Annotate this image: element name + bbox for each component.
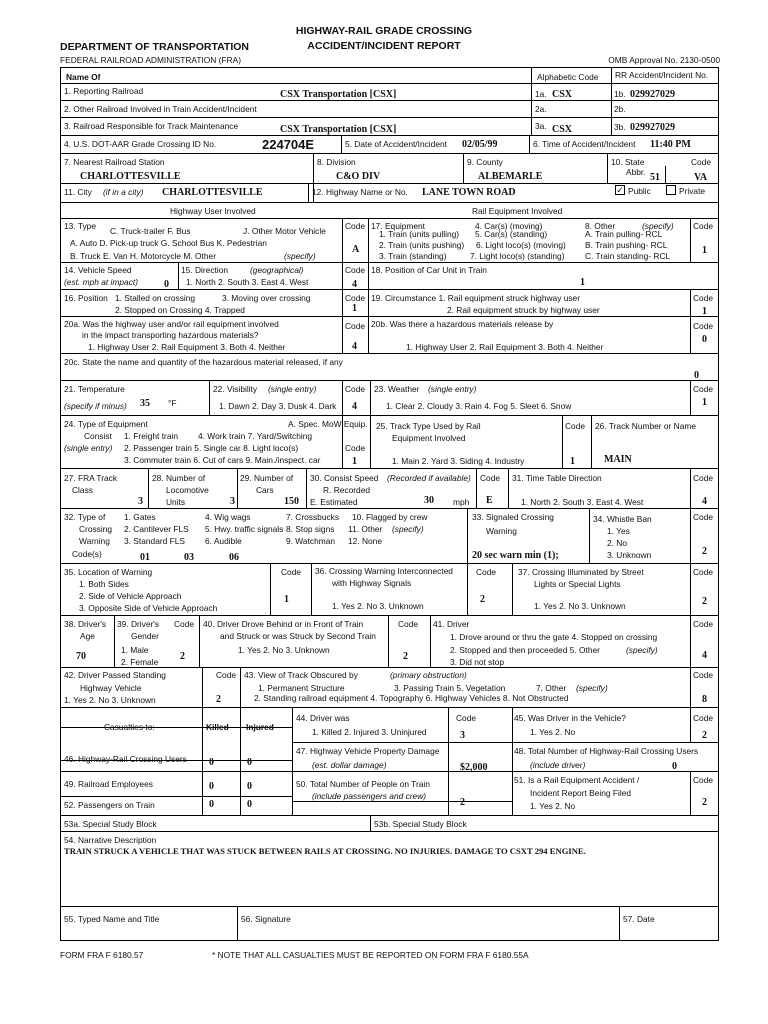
second-train-value: 2 [403,651,408,662]
killed-header: Killed [206,722,229,732]
locomotives-label-3: Units [166,497,186,507]
position-code-value: 1 [352,303,357,314]
equipment-opt-a: A. Train pulling- RCL [585,229,663,239]
interconnect-label-2: with Highway Signals [332,578,412,588]
time-label: 6. Time of Accident/Incident [533,139,636,149]
reporting-railroad-number: 029927029 [630,89,675,100]
timetable-direction-label: 31. Time Table Direction [512,473,602,483]
track-maintenance-number: 029927029 [630,122,675,133]
people-on-train-label: 50. Total Number of People on Train [296,779,430,789]
passed-vehicle-label: 42. Driver Passed Standing [64,670,166,680]
reporting-railroad-code: CSX [552,89,573,100]
public-checkbox[interactable]: ✓ [616,185,624,195]
code-label-43: Code [693,670,714,680]
code-label-24: Code [345,443,366,453]
driver-action-specify: (specify) [626,645,658,655]
temperature-value: 35 [140,398,150,409]
warning-location-label: 35. Location of Warning [64,567,153,577]
type-specify: (specify) [284,251,316,261]
property-damage-label: 47. Highway Vehicle Property Damage [296,746,440,756]
reporting-railroad-value: CSX Transportation [CSX] [280,89,397,100]
rr-employees-label: 49. Railroad Employees [64,779,153,789]
rail-equipment-heading: Rail Equipment Involved [472,206,563,216]
passed-vehicle-value: 2 [216,694,221,705]
position-opt-1: 1. Stalled on crossing [115,293,196,303]
equipment-specify: (specify) [642,221,674,231]
equipment-opt-c: C. Train standing- RCL [585,251,671,261]
equip-type-opt-2: 2. Passenger train 5. Single car 8. Light loco(s) [124,443,299,453]
single-entry-note: (single entry) [64,443,113,453]
field-3b-label: 3b. [614,122,626,132]
study-block-b-label: 53b. Special Study Block [374,819,467,829]
driver-action-opt-1: 1. Drove around or thru the gate 4. Stopped on crossing [450,632,658,642]
code-label-15: Code [345,265,366,275]
code-label-34: Code [693,512,714,522]
driver-action-value: 4 [702,650,707,661]
people-on-train-note: (include passengers and crew) [312,791,427,801]
warning-type-label: 32. Type of [64,512,106,522]
visibility-note: (single entry) [268,384,317,394]
weather-label: 23. Weather [374,384,420,394]
warning-opt-3: 3. Standard FLS [124,536,185,546]
public-label: Public [628,186,651,196]
crossing-id-value: 224704E [262,137,315,152]
visibility-options: 1. Dawn 2. Day 3. Dusk 4. Dark [219,401,337,411]
property-damage-note: (est. dollar damage) [312,760,387,770]
highway-user-heading: Highway User Involved [170,206,256,216]
cars-label: 29. Number of [240,473,294,483]
code-label-19: Code [693,293,714,303]
track-type-options: 1. Main 2. Yard 3. Siding 4. Industry [392,456,525,466]
circumstance-label: 19. Circumstance 1. Rail equipment struck highway user [371,293,581,303]
field-2b-label: 2b. [614,104,626,114]
driver-action-opt-2: 2. Stopped and then proceeded 5. Other [450,645,600,655]
driver-in-vehicle-label: 45. Was Driver in the Vehicle? [514,713,626,723]
warning-opt-2: 2. Cantilever FLS [124,524,189,534]
track-number-value: MAIN [604,454,632,465]
code-label-13: Code [345,221,366,231]
property-damage-value: $2,000 [460,762,488,773]
track-class-label-2: Class [72,485,93,495]
city-label: 11. City [64,187,92,197]
consist-speed-value: 30 [424,495,434,506]
equipment-opt-1: 1. Train (units pulling) [379,229,460,239]
equip-type-opt-4: 4. Work train 7. Yard/Switching [198,431,313,441]
injured-header: Injured [246,722,274,732]
equipment-opt-5: 5. Car(s) (standing) [475,229,548,239]
type-options-2: A. Auto D. Pick-up truck G. School Bus K. Pedestrian [70,238,267,248]
form-number: FORM FRA F 6180.57 [60,950,144,960]
illumination-label: 37. Crossing Illuminated by Street [518,567,644,577]
cars-value: 150 [284,496,299,507]
code-label-45: Code [693,713,714,723]
locomotives-label: 28. Number of [152,473,206,483]
car-position-value: 1 [580,277,585,288]
passed-vehicle-options: 1. Yes 2. No 3. Unknown [64,695,156,705]
crossing-users-label: 46. Highway-Rail Crossing Users [64,754,187,764]
driver-age-label: 38. Driver's [64,619,107,629]
driver-condition-value: 3 [460,730,465,741]
code-label-16: Code [345,293,366,303]
illumination-value: 2 [702,596,707,607]
track-maintenance-label: 3. Railroad Responsible for Track Maintenance [64,121,239,131]
rr-number-label: RR Accident/Incident No. [615,70,709,80]
warning-opt-11: 11. Other [348,524,383,534]
warning-type-label-2: Crossing [79,524,113,534]
warning-code-2: 03 [184,552,194,563]
type-options-3: B. Truck E. Van H. Motorcycle M. Other [70,251,216,261]
track-number-label: 26. Track Number or Name [595,421,696,431]
hazmat-release-options: 1. Highway User 2. Rail Equipment 3. Both 4. Neither [406,342,604,352]
view-obscured-label: 43. View of Track Obscured by [244,670,358,680]
code-label-25: Code [565,421,586,431]
consist-speed-recorded: R. Recorded [323,485,371,495]
whistle-ban-no: 2. No [607,538,628,548]
direction-options: 1. North 2. South 3. East 4. West [186,277,309,287]
position-opt-3: 3. Moving over crossing [222,293,311,303]
rail-report-value: 2 [702,797,707,808]
driver-condition-options: 1. Killed 2. Injured 3. Uninjured [312,727,427,737]
alpha-code-label: Alphabetic Code [537,72,599,82]
name-of-label: Name Of [66,72,101,82]
timetable-direction-value: 4 [702,496,707,507]
view-opt-3: 3. Passing Train 5. Vegetation [394,683,506,693]
track-maintenance-code: CSX [552,124,573,135]
casualties-label: Casualties to: [104,722,155,732]
private-label: Private [679,186,706,196]
hazmat-name-label: 20c. State the name and quantity of the hazardous material released, if any [64,357,343,367]
city-note: (if in a city) [103,187,144,197]
people-on-train-value: 2 [460,797,465,808]
warning-location-opt-3: 3. Opposite Side of Vehicle Approach [79,603,218,613]
typed-name-label: 55. Typed Name and Title [64,914,160,924]
whistle-ban-value: 2 [702,546,707,557]
track-type-label-2: Equipment Involved [392,433,466,443]
warning-opt-1: 1. Gates [124,512,156,522]
form-subtitle: ACCIDENT/INCIDENT REPORT [307,40,461,52]
code-label-20a: Code [345,321,366,331]
private-checkbox[interactable] [666,185,676,195]
temperature-note: (specify if minus) [64,401,127,411]
hazmat-transport-label-2: in the impact transporting hazardous materials? [82,330,259,340]
hazmat-release-label: 20b. Was there a hazardous materials release by [371,319,554,329]
view-opt-specify: (specify) [576,683,608,693]
rr-employees-injured: 0 [247,781,252,792]
weather-note: (single entry) [428,384,477,394]
type-options-j: J. Other Motor Vehicle [243,226,326,236]
driver-gender-label: 39. Driver's [117,619,160,629]
equip-type-opt-3: 3. Commuter train 6. Cut of cars 9. Main./inspect. car [124,455,321,465]
rail-report-label-2: Incident Report Being Filed [530,788,632,798]
date-signed-label: 57. Date [623,914,655,924]
vehicle-speed-value: 0 [164,279,169,290]
consist-label: Consist [84,431,112,441]
signaled-warning-label-2: Warning [486,526,517,536]
warning-opt-7: 7. Crossbucks [286,512,340,522]
whistle-ban-unknown: 3. Unknown [607,550,652,560]
warning-codes-label: Code(s) [72,549,102,559]
illumination-label-2: Lights or Special Lights [534,579,621,589]
hazmat-name-value: 0 [694,370,699,381]
view-opt-1: 1. Permanent Structure [258,683,345,693]
equipment-opt-2: 2. Train (units pushing) [379,240,465,250]
field-1a-label: 1a. [535,89,547,99]
driver-gender-label-2: Gender [131,631,159,641]
study-block-a-label: 53a. Special Study Block [64,819,157,829]
narrative-text: TRAIN STRUCK A VEHICLE THAT WAS STUCK BETWEEN RAILS AT CROSSING. NO INJURIES. DAMAGE TO CSXT 294 ENGINE. [64,846,586,856]
locomotives-label-2: Locomotive [166,485,209,495]
driver-action-opt-3: 3. Did not stop [450,657,505,667]
total-users-value: 0 [672,761,677,772]
second-train-options: 1. Yes 2. No 3. Unknown [238,645,330,655]
driver-action-label: 41. Driver [433,619,470,629]
warning-code-1: 01 [140,552,150,563]
consist-speed-estimated: E. Estimated [310,497,358,507]
warning-opt-5: 5. Hwy. traffic signals [205,524,284,534]
warning-opt-9: 9. Watchman [286,536,336,546]
casualty-note: * NOTE THAT ALL CASUALTIES MUST BE REPORTED ON FORM FRA F 6180.55A [212,950,529,960]
reporting-railroad-label: 1. Reporting Railroad [64,86,144,96]
track-type-value: 1 [570,456,575,467]
track-maintenance-value: CSX Transportation [CSX] [280,124,397,135]
total-users-note: (include driver) [530,760,586,770]
form-title: HIGHWAY-RAIL GRADE CROSSING [295,25,473,37]
rail-report-label: 51. Is a Rail Equipment Accident / [514,775,640,785]
track-class-value: 3 [138,496,143,507]
code-label-42: Code [216,670,237,680]
type-code-value: A [352,244,360,255]
field-1b-label: 1b. [614,89,626,99]
equipment-code-value: 1 [702,245,707,256]
warning-opt-6: 6. Audible [205,536,242,546]
county-value: ALBEMARLE [478,171,543,182]
position-label: 16. Position [64,293,108,303]
passengers-injured: 0 [247,799,252,810]
state-code-label: Code [691,157,712,167]
direction-label: 15. Direction [181,265,229,275]
driver-gender-value: 2 [180,651,185,662]
car-position-label: 18. Position of Car Unit in Train [371,265,487,275]
fahrenheit-unit: °F [168,398,177,408]
station-label: 7. Nearest Railroad Station [64,157,165,167]
warning-opt-4: 4. Wig wags [205,512,251,522]
mph-unit: mph [453,497,470,507]
driver-age-value: 70 [76,651,86,662]
total-users-label: 48. Total Number of Highway-Rail Crossing Users [514,746,699,756]
second-train-label: 40. Driver Drove Behind or in Front of Train [203,619,364,629]
date-label: 5. Date of Accident/Incident [345,139,447,149]
state-code-value: 51 [650,172,660,183]
timetable-direction-options: 1. North 2. South 3. East 4. West [521,497,644,507]
visibility-label: 22. Visibility [213,384,258,394]
type-label: 13. Type [64,221,96,231]
equip-type-opt-1: 1. Freight train [124,431,178,441]
crossing-id-label: 4. U.S. DOT-AAR Grade Crossing ID No. [64,139,217,149]
warning-opt-10: 10. Flagged by crew [352,512,428,522]
code-label-22: Code [345,384,366,394]
interconnect-options: 1. Yes 2. No 3. Unknown [332,601,424,611]
time-value: 11:40 PM [650,139,691,150]
whistle-ban-label: 34. Whistle Ban [593,514,652,524]
division-label: 8. Division [317,157,356,167]
state-abbr-label: Abbr. [626,167,646,177]
rail-report-options: 1. Yes 2. No [530,801,576,811]
equipment-opt-7: 7. Light loco(s) (standing) [470,251,565,261]
date-value: 02/05/99 [462,139,498,150]
gender-female: 2. Female [121,657,159,667]
interconnect-label: 36. Crossing Warning Interconnected [315,566,453,576]
temperature-label: 21. Temperature [64,384,125,394]
locomotives-value: 3 [230,496,235,507]
cars-label-2: Cars [256,485,274,495]
field-3a-label: 3a. [535,121,547,131]
view-opt-7: 7. Other [536,683,567,693]
weather-options: 1. Clear 2. Cloudy 3. Rain 4. Fog 5. Sleet 6. Snow [386,401,572,411]
weather-value: 1 [702,397,707,408]
visibility-value: 4 [352,401,357,412]
state-label: 10. State [611,157,645,167]
warning-location-opt-2: 2. Side of Vehicle Approach [79,591,182,601]
code-label-30: Code [480,473,501,483]
crossing-users-injured: 0 [247,757,252,768]
code-label-23: Code [693,384,714,394]
second-train-label-2: and Struck or was Struck by Second Train [220,631,376,641]
whistle-ban-yes: 1. Yes [607,526,630,536]
signaled-warning-label: 33. Signaled Crossing [472,512,554,522]
county-label: 9. County [467,157,503,167]
equipment-type-value: 1 [352,456,357,467]
equipment-opt-4: 4. Car(s) (moving) [475,221,543,231]
highway-value: LANE TOWN ROAD [422,187,516,198]
code-label-51: Code [693,775,714,785]
driver-in-vehicle-value: 2 [702,730,707,741]
vehicle-speed-note: (est. mph at impact) [64,277,139,287]
warning-code-3: 06 [229,552,239,563]
division-value: C&O DIV [336,171,381,182]
rr-employees-killed: 0 [209,781,214,792]
direction-geo: (geographical) [250,265,304,275]
consist-speed-code: E [486,495,493,506]
hazmat-transport-value: 4 [352,341,357,352]
interconnect-value: 2 [480,594,485,605]
passengers-killed: 0 [209,799,214,810]
position-opt-2: 2. Stopped on Crossing 4. Trapped [115,305,245,315]
code-label-40: Code [398,619,419,629]
field-2a-label: 2a. [535,104,547,114]
code-label-37: Code [693,567,714,577]
warning-opt-12: 12. None [348,536,382,546]
passengers-label: 52. Passengers on Train [64,800,155,810]
view-obscured-note: (primary obstruction) [390,670,467,680]
signaled-warning-value: 20 sec warn min (1); [472,550,559,561]
crossing-users-killed: 0 [209,757,214,768]
code-label-17: Code [693,221,714,231]
circumstance-opt-2: 2. Rail equipment struck by highway user [447,305,600,315]
warning-opt-8: 8. Stop signs [286,524,335,534]
track-class-label: 27. FRA Track [64,473,118,483]
warning-location-value: 1 [284,594,289,605]
code-label-39: Code [174,619,195,629]
equipment-type-label: 24. Type of Equipment [64,419,148,429]
station-value: CHARLOTTESVILLE [80,171,181,182]
driver-in-vehicle-options: 1. Yes 2. No [530,727,576,737]
passed-vehicle-label-2: Highway Vehicle [80,683,142,693]
code-label-20b: Code [693,321,714,331]
highway-label: 12. Highway Name or No. [312,187,408,197]
view-opt-2: 2. Standing railroad equipment 4. Topography 6. Highway Vehicles 8. Not Obstructed [254,693,569,703]
hazmat-transport-options: 1. Highway User 2. Rail Equipment 3. Both 4. Neither [88,342,286,352]
driver-age-label-2: Age [80,631,95,641]
city-value: CHARLOTTESVILLE [162,187,263,198]
driver-condition-label: 44. Driver was [296,713,350,723]
type-options-1: C. Truck-trailer F. Bus [110,226,191,236]
code-label-36: Code [476,567,497,577]
equipment-opt-3: 3. Train (standing) [379,251,447,261]
signature-label: 56. Signature [241,914,291,924]
vehicle-speed-label: 14. Vehicle Speed [64,265,132,275]
agency-name: FEDERAL RAILROAD ADMINISTRATION (FRA) [60,55,242,65]
equipment-label: 17. Equipment [371,221,426,231]
warning-location-opt-1: 1. Both Sides [79,579,129,589]
illumination-options: 1. Yes 2. No 3. Unknown [534,601,626,611]
code-label-35: Code [281,567,302,577]
other-railroad-label: 2. Other Railroad Involved in Train Accident/Incident [64,104,257,114]
equipment-opt-8: 8. Other [585,221,616,231]
department-name: DEPARTMENT OF TRANSPORTATION [60,41,249,53]
hazmat-transport-label: 20a. Was the highway user and/or rail equipment involved [64,319,279,329]
code-label-44: Code [456,713,477,723]
view-obscured-value: 8 [702,694,707,705]
code-label-31: Code [693,473,714,483]
warning-type-label-3: Warning [79,536,110,546]
hazmat-release-value: 0 [702,334,707,345]
state-abbr-value: VA [694,172,708,183]
consist-speed-note: (Recorded if available) [387,473,471,483]
circumstance-code-value: 1 [702,306,707,317]
equipment-opt-b: B. Train pushing- RCL [585,240,668,250]
narrative-label: 54. Narrative Description [64,835,157,845]
track-type-label: 25. Track Type Used by Rail [376,421,481,431]
code-label-41: Code [693,619,714,629]
omb-approval: OMB Approval No. 2130-0500 [608,55,720,65]
consist-speed-label: 30. Consist Speed [310,473,379,483]
gender-male: 1. Male [121,645,149,655]
equip-type-opt-a: A. Spec. MoW Equip. [288,419,368,429]
equipment-opt-6: 6. Light loco(s) (moving) [476,240,566,250]
warning-opt-specify: (specify) [392,524,424,534]
direction-code-value: 4 [352,279,357,290]
